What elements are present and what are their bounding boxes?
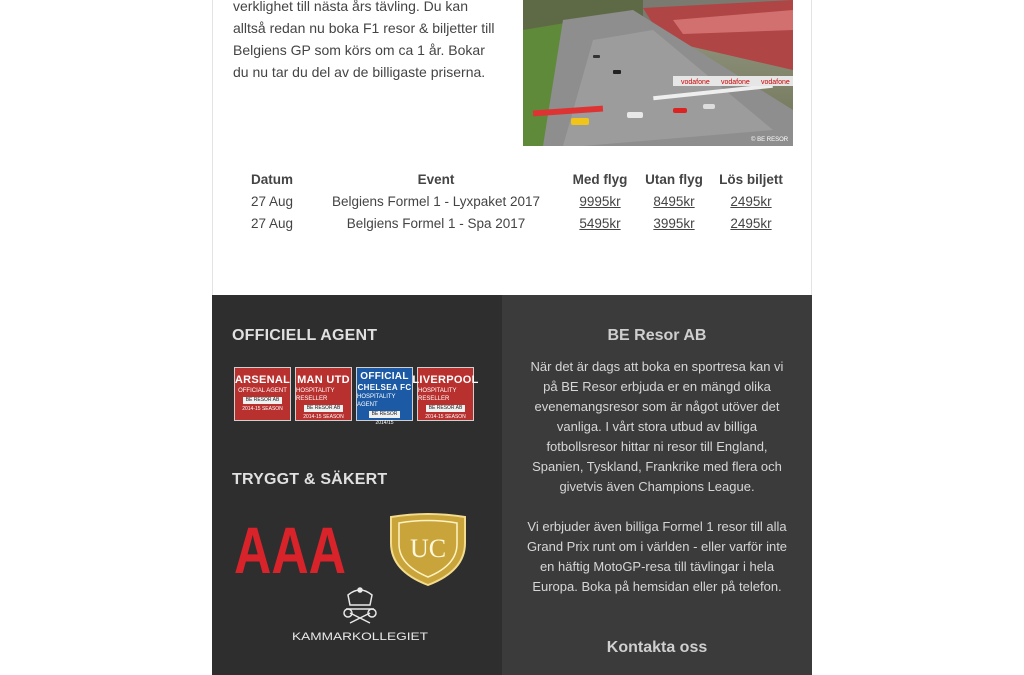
- price-link-utan-flyg[interactable]: 3995kr: [653, 215, 695, 231]
- company-paragraph-2: Vi erbjuder även billiga Formel 1 resor till alla Grand Prix runt om i världen - eller varför inte en häftig MotoGP-resa till tävlingar i hela Europa. Boka på hemsidan eller på telefon.: [526, 519, 788, 594]
- content-section: [212, 0, 812, 295]
- svg-text:UC: UC: [409, 534, 447, 563]
- svg-text:vodafone: vodafone: [681, 79, 710, 86]
- svg-text:vodafone: vodafone: [721, 79, 750, 86]
- table-header-row: [233, 168, 793, 190]
- man-utd-badge[interactable]: MAN UTD HOSPITALITY RESELLER BE RESOR AB 2014-15 SEASON: [295, 367, 352, 421]
- uc-logo[interactable]: [387, 513, 469, 587]
- table-row: [233, 190, 793, 212]
- col-med-flyg: Med flyg: [572, 171, 628, 187]
- arsenal-badge[interactable]: ARSENAL OFFICIAL AGENT BE RESOR AB 2014-15 SEASON: [234, 367, 291, 421]
- price-link-utan-flyg[interactable]: 8495kr: [653, 193, 695, 209]
- svg-text:KAMMARKOLLEGIET: KAMMARKOLLEGIET: [292, 631, 429, 643]
- price-link-med-flyg[interactable]: 5495kr: [579, 215, 621, 231]
- row-event: Belgiens Formel 1 - Spa 2017: [346, 215, 526, 231]
- contact-heading[interactable]: Kontakta oss: [606, 639, 708, 656]
- col-utan-flyg: Utan flyg: [645, 171, 703, 187]
- page-container: [212, 0, 812, 675]
- row-event: Belgiens Formel 1 - Lyxpaket 2017: [331, 193, 541, 209]
- footer-left: [212, 295, 502, 675]
- agent-heading: OFFICIELL AGENT: [232, 327, 378, 344]
- table-row: [233, 212, 793, 234]
- col-los-biljett: Lös biljett: [719, 171, 783, 187]
- kammarkollegiet-logo[interactable]: [290, 585, 430, 645]
- footer-right: [502, 295, 812, 675]
- company-heading: BE Resor AB: [607, 327, 707, 344]
- col-event: Event: [417, 171, 455, 187]
- price-link-med-flyg[interactable]: 9995kr: [579, 193, 621, 209]
- race-photo: [523, 0, 793, 146]
- price-link-los-biljett[interactable]: 2495kr: [730, 193, 772, 209]
- safe-heading: TRYGGT & SÄKERT: [232, 471, 388, 488]
- svg-text:vodafone: vodafone: [761, 79, 790, 86]
- company-paragraph-1: När det är dags att boka en sportresa kan vi på BE Resor erbjuda er en mängd olika evenemangsresor som är något utöver det vanliga. I vårt stora utbud av billiga fotbollsresor hittar ni resor till England, Spanien, Tyskland, Frankrike med flera och givetvis även Champions League.: [530, 359, 784, 494]
- events-table: [233, 168, 793, 234]
- col-datum: Datum: [250, 171, 293, 187]
- intro-text: verklighet till nästa års tävling. Du kan alltså redan nu boka F1 resor & biljetter till Belgiens GP som körs om ca 1 år. Bokar du nu tar du del av de billigaste priserna.: [233, 0, 495, 80]
- row-datum: 27 Aug: [250, 215, 294, 231]
- aaa-logo[interactable]: [232, 513, 348, 587]
- price-link-los-biljett[interactable]: 2495kr: [730, 215, 772, 231]
- chelsea-badge[interactable]: OFFICIAL CHELSEA FC HOSPITALITY AGENT BE RESOR 2014/15: [356, 367, 413, 421]
- row-datum: 27 Aug: [250, 193, 294, 209]
- svg-text:AAA: AAA: [234, 513, 346, 587]
- race-photo-image: [523, 0, 793, 146]
- liverpool-badge[interactable]: LIVERPOOL HOSPITALITY RESELLER BE RESOR AB 2014-15 SEASON: [417, 367, 474, 421]
- svg-text:© BE RESOR: © BE RESOR: [751, 137, 789, 143]
